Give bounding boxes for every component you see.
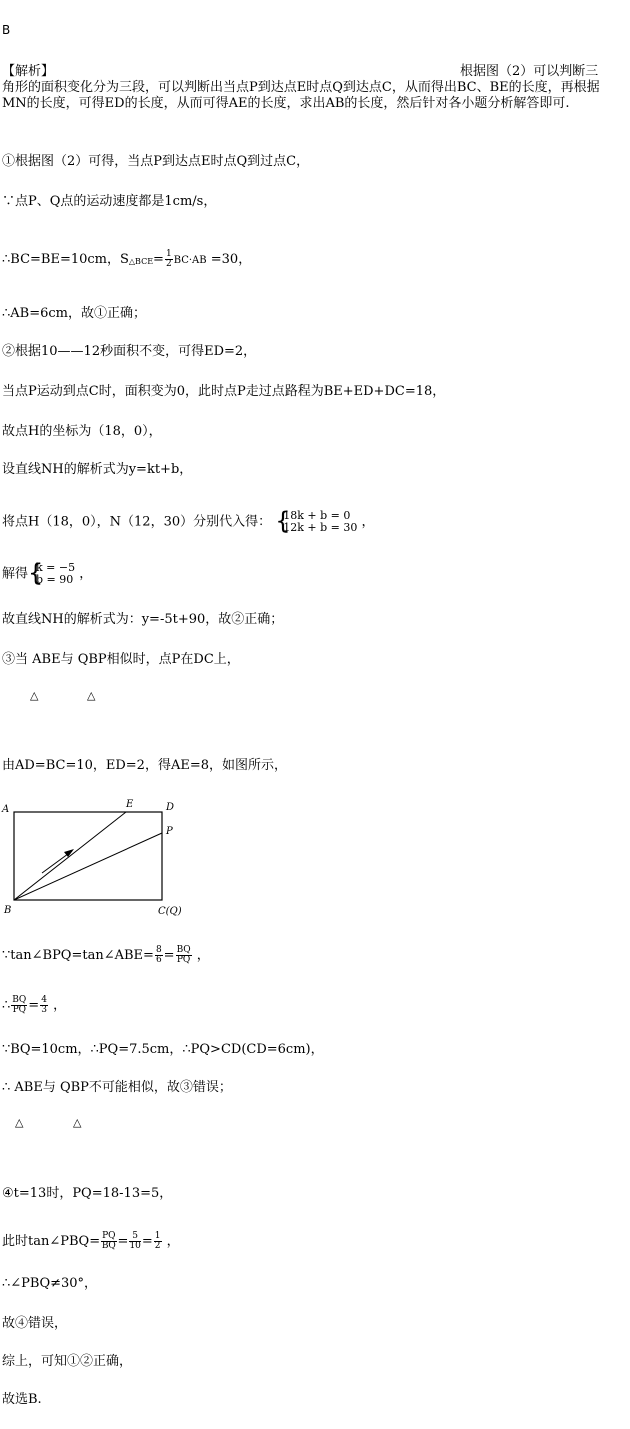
solution-line-4: ∴AB=6cm，故①正确； [2, 306, 146, 321]
label-d: D [166, 802, 175, 813]
analysis-tag: 【解析】 [2, 64, 55, 79]
fraction: $\frac{PQ}{BQ}$ [101, 1231, 116, 1251]
solution-line-16: ∵BQ=10cm，∴PQ=7.5cm，∴PQ>CD(CD=6cm)， [2, 1042, 324, 1057]
triangle-symbol: △ [73, 1116, 82, 1129]
label-a: A [2, 804, 10, 815]
fraction: $\frac{BQ}{PQ}$ [176, 945, 191, 965]
solution-line-19: 此时tan∠PBQ= $\frac{PQ}{BQ}$ = $\frac{5}{10}$ = $\frac{1}{2}$ ， [2, 1231, 180, 1251]
analysis-body: 角形的面积变化分为三段，可以判断出当点P到达点E时点Q到达点C，从而得出BC、BE的长度，再根据MN的长度，可得ED的长度，从而可得AE的长度，求出AB的长度，然后针对各小题分析解答即可. [2, 80, 600, 111]
solution-line-9: 将点H（18，0），N（12，30）分别代入得： { 18k + b = 0 12k + b = 30 ， [2, 507, 375, 535]
fraction: $\frac{BQ}{PQ}$ [12, 995, 27, 1015]
label-p: P [166, 826, 173, 837]
solution-line-10: 解得 { k = −5 b = 90 ， [2, 559, 93, 587]
solution-line-21: 故④错误， [2, 1316, 68, 1331]
label-e: E [126, 799, 134, 810]
solution-line-17: ∴ ABE与 QBP不可能相似，故③错误； [2, 1080, 232, 1095]
solution-line-1: ①根据图（2）可得，当点P到达点E时点Q到过点C， [2, 154, 310, 169]
analysis-head-right: 根据图（2）可以判断三 [460, 64, 599, 79]
solution-line-18: ④t=13时，PQ=18-13=5， [2, 1186, 173, 1201]
fraction-half: $\frac{1}{2}$ [165, 249, 172, 269]
fraction: $\frac{8}{6}$ [155, 945, 162, 965]
solution-line-3: ∴BC=BE=10cm，S△BCE= $\frac{1}{2}$ BC·AB =30， [2, 249, 252, 269]
fraction: $\frac{4}{3}$ [41, 995, 47, 1015]
analysis-heading [2, 64, 54, 80]
triangle-symbol: △ [30, 689, 39, 702]
equation-system: { 18k + b = 0 12k + b = 30 [275, 507, 358, 535]
rectangle-abcd [14, 812, 162, 900]
solution-line-20: ∴∠PBQ≠30°， [2, 1276, 98, 1291]
label-b: B [4, 905, 12, 916]
solution-line-2: ∵点P、Q点的运动速度都是1cm/s， [2, 194, 217, 209]
solution-line-5: ②根据10——12秒面积不变，可得ED=2， [2, 344, 257, 359]
fraction: $\frac{1}{2}$ [154, 1231, 161, 1251]
solution-line-7: 故点H的坐标为（18，0）， [2, 424, 162, 439]
solution-line-6: 当点P运动到点C时，面积变为0，此时点P走过点路程为BE+ED+DC=18， [2, 384, 446, 399]
solution-line-23: 故选B. [2, 1392, 42, 1407]
solution-line-14: ∵tan∠BPQ=tan∠ABE= $\frac{8}{6}$ = $\frac{BQ}{PQ}$ ， [2, 945, 210, 965]
label-c: C(Q) [158, 906, 182, 917]
triangle-symbol: △ [87, 689, 96, 702]
solution-line-15: ∴ $\frac{BQ}{PQ}$ = $\frac{4}{3}$ ， [2, 995, 67, 1015]
solution-line-12: ③当 ABE与 QBP相似时，点P在DC上， [2, 652, 240, 667]
rectangle-figure [0, 796, 190, 922]
answer-text: B [2, 23, 11, 37]
solution-line-11: 故直线NH的解析式为：y=-5t+90，故②正确； [2, 612, 284, 627]
solution-line-8: 设直线NH的解析式为y=kt+b， [2, 462, 193, 477]
triangle-symbol: △ [15, 1116, 24, 1129]
segment-bp [14, 833, 162, 900]
fraction: $\frac{5}{10}$ [129, 1231, 141, 1251]
segment-be [14, 812, 126, 900]
solution-system: { k = −5 b = 90 [28, 559, 76, 587]
solution-line-13: 由AD=BC=10，ED=2，得AE=8，如图所示， [2, 758, 287, 773]
solution-line-22: 综上，可知①②正确， [2, 1354, 133, 1369]
